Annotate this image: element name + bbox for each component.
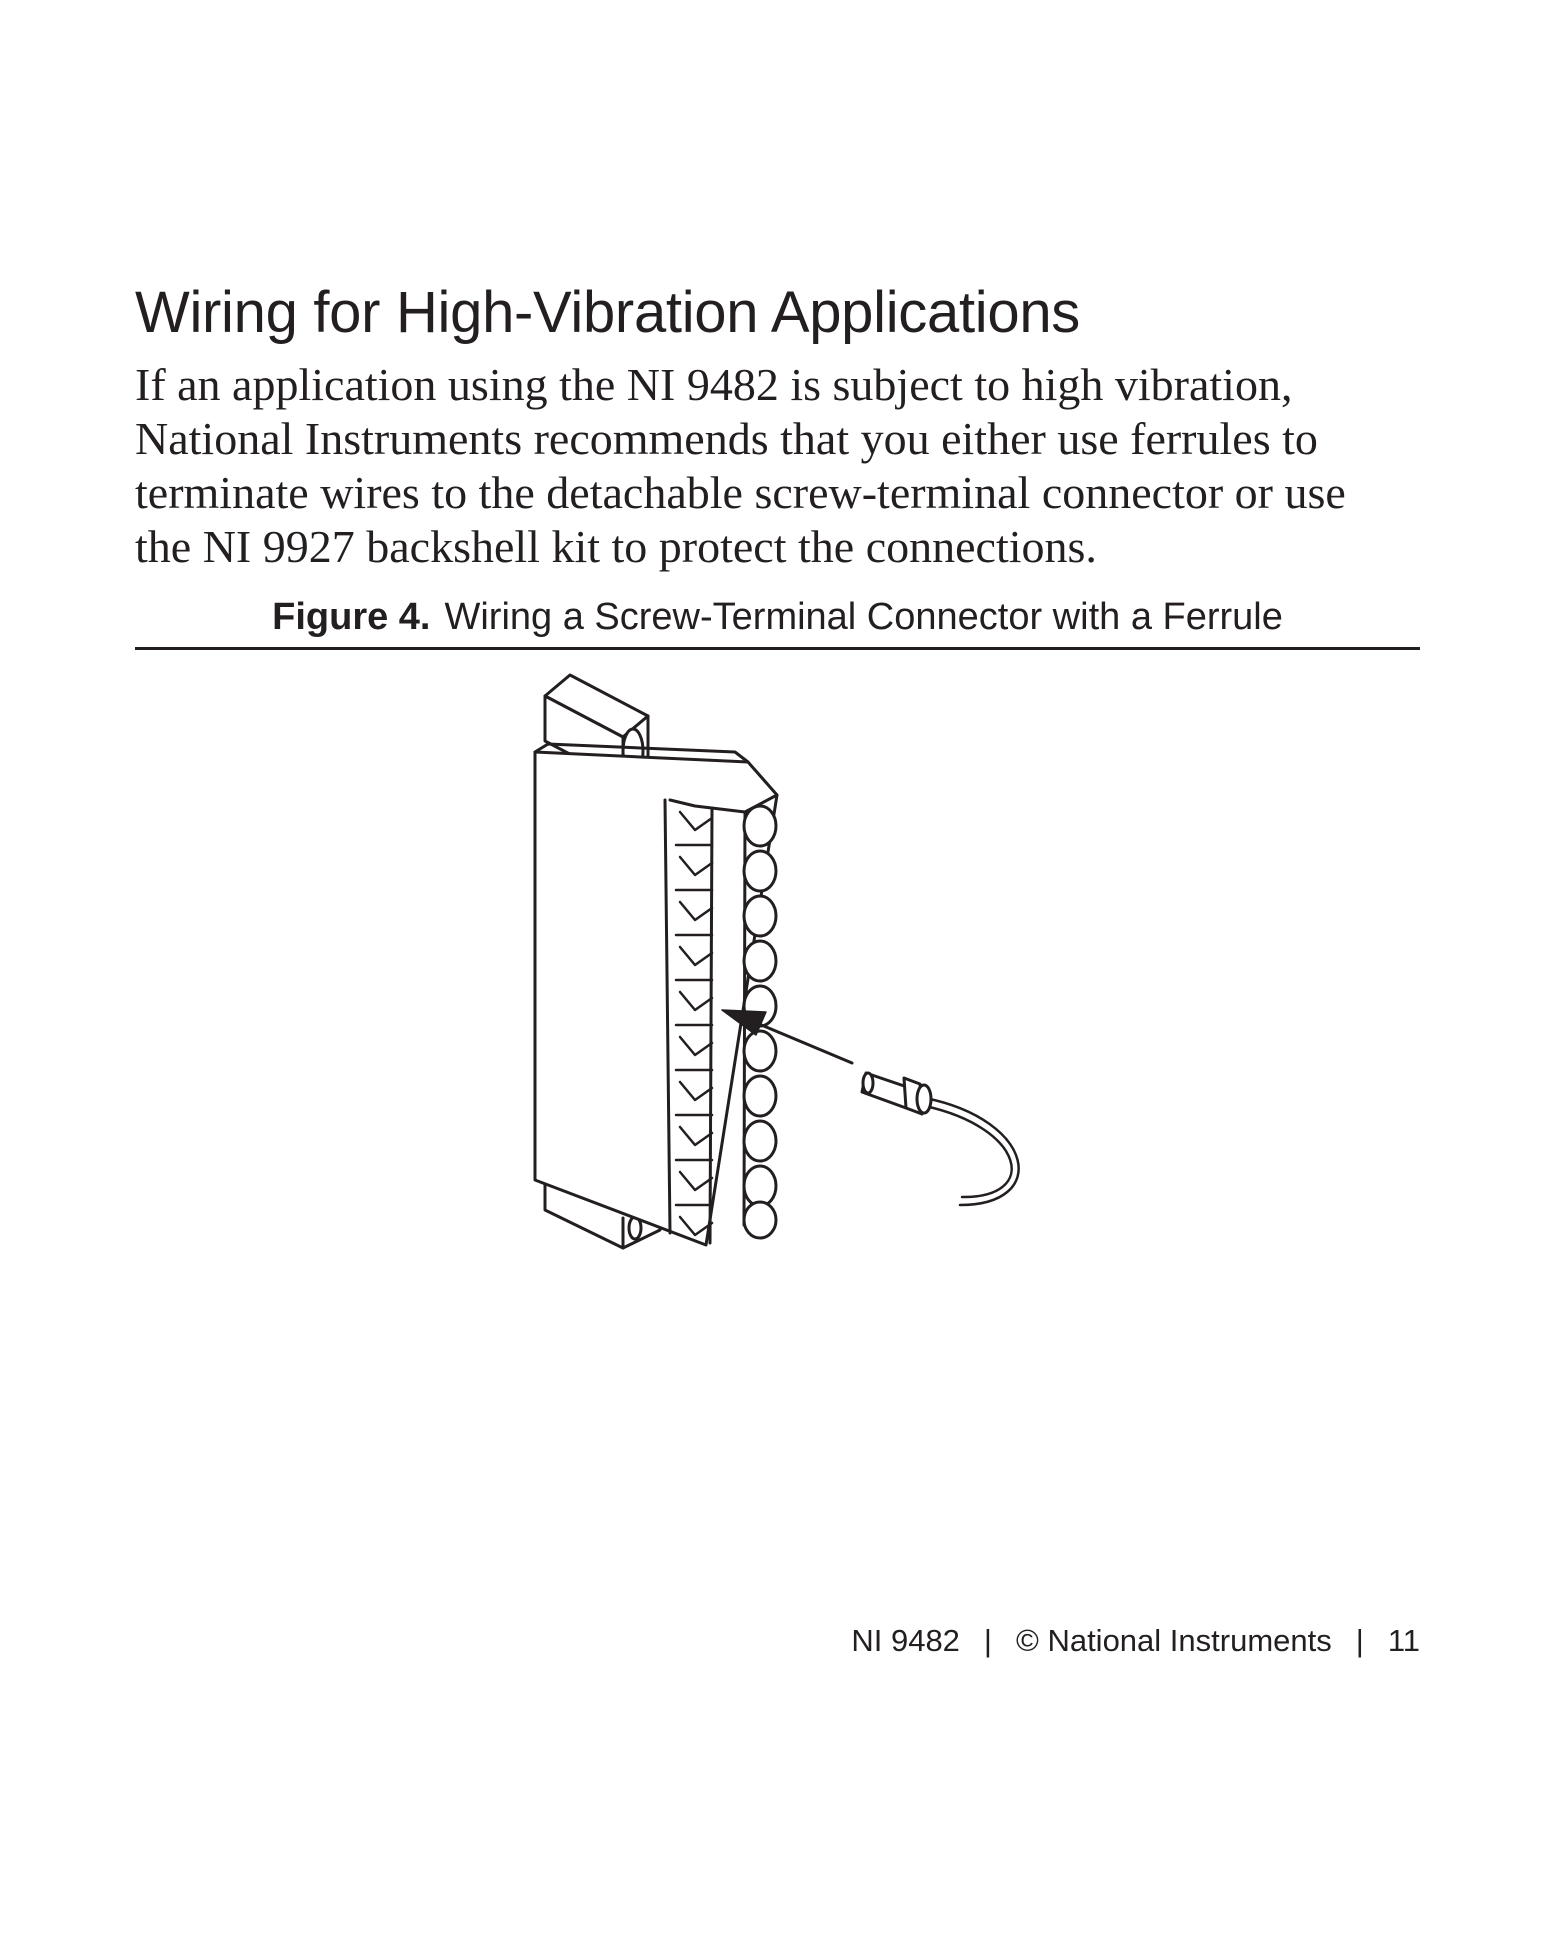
screw-terminal-connector-illustration xyxy=(520,665,1040,1265)
footer-copyright: © National Instruments xyxy=(1015,1623,1332,1658)
body-line: the NI 9927 backshell kit to protect the connections. xyxy=(135,521,1097,572)
footer-product: NI 9482 xyxy=(851,1623,960,1658)
footer-separator: | xyxy=(1355,1623,1364,1658)
caption-rule xyxy=(135,647,1420,650)
ferrule-wire xyxy=(862,1073,1019,1205)
insertion-arrow xyxy=(722,1010,852,1063)
page-footer xyxy=(851,1622,1420,1660)
body-line: If an application using the NI 9482 is subject to high vibration, xyxy=(135,359,1293,410)
page-number: 11 xyxy=(1387,1623,1420,1658)
connector-body xyxy=(535,744,777,1245)
figure-caption xyxy=(0,594,1555,640)
footer-separator: | xyxy=(983,1623,992,1658)
body-line: National Instruments recommends that you either use ferrules to xyxy=(135,413,1318,464)
body-line: terminate wires to the detachable screw-terminal connector or use xyxy=(135,467,1346,518)
section-heading: Wiring for High-Vibration Applications xyxy=(135,280,1080,345)
figure-title: Wiring a Screw-Terminal Connector with a Ferrule xyxy=(444,596,1283,638)
body-paragraph xyxy=(135,358,1455,574)
figure-label: Figure 4. xyxy=(272,596,431,638)
